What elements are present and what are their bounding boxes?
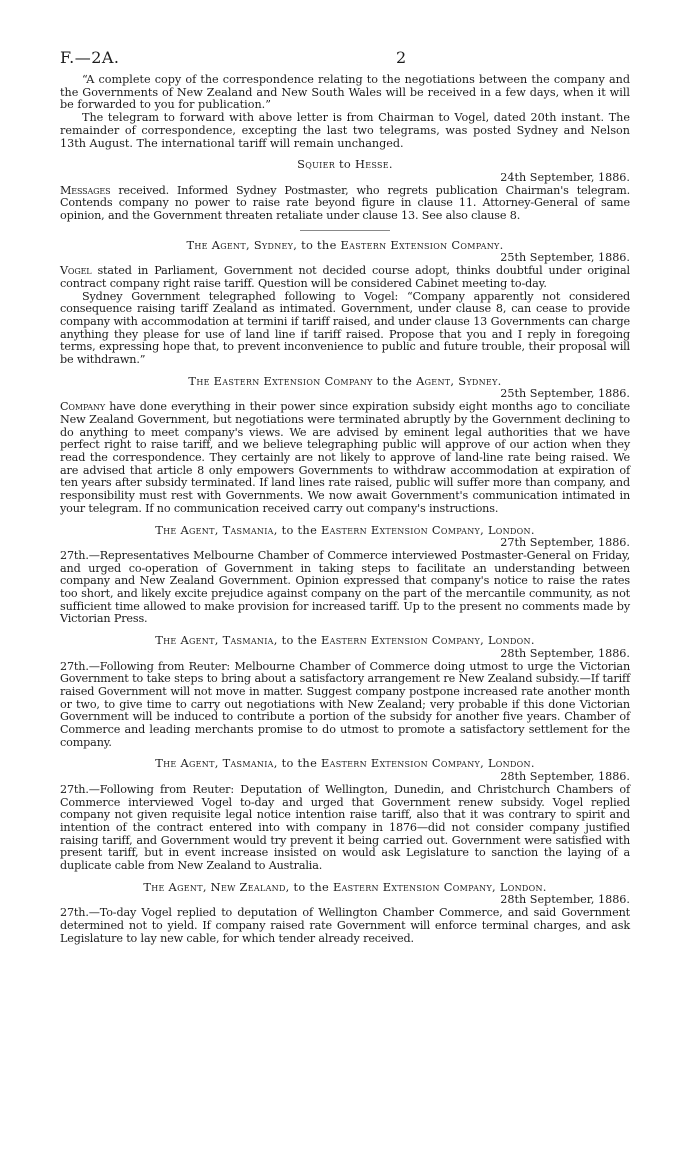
telegram-date: 28th September, 1886. bbox=[500, 646, 630, 660]
page-number: 2 bbox=[396, 48, 407, 67]
telegram-sender: Squier bbox=[297, 157, 336, 172]
telegram-recipient: Agent, Sydney. bbox=[416, 373, 502, 388]
intro-quote: “A complete copy of the correspondence relating to the negotiations between the company and the Governments of New Zealand and New South Wales will be received in a few days, when it will be forwarded to you for publication.” bbox=[60, 73, 630, 112]
telegram-sender: The Agent, Tasmania, bbox=[155, 633, 278, 648]
section-divider bbox=[300, 230, 390, 231]
telegram-heading bbox=[60, 757, 630, 770]
telegram-recipient: Eastern Extension Company, London. bbox=[321, 522, 535, 537]
document-body bbox=[60, 74, 630, 945]
telegram-recipient: Hesse. bbox=[354, 157, 393, 172]
telegram bbox=[60, 881, 630, 946]
telegram-recipient: Eastern Extension Company, London. bbox=[321, 756, 535, 771]
telegram-sender: The Agent, Tasmania, bbox=[155, 522, 278, 537]
telegram-paragraph bbox=[60, 265, 630, 290]
telegram-paragraph: 27th.—Representatives Melbourne Chamber of Commerce interviewed Postmaster-General on Friday, and urged co-operation of Government in taking steps to facilitate an understanding between company and New Zealand Government. Opinion expressed that company's notice to raise the rates too short, and likely excite prejudice against company on the part of the mercantile community, as not sufficient time allowed to make provision for increased tariff. Up to the present no comments made by Victorian Press. bbox=[60, 548, 630, 626]
telegram-heading bbox=[60, 239, 630, 252]
telegram-first-word: Vogel bbox=[60, 264, 92, 278]
telegram-date: 28th September, 1886. bbox=[500, 770, 630, 784]
telegram bbox=[60, 239, 630, 367]
intro-note: The telegram to forward with above letter is from Chairman to Vogel, dated 20th instant. The remainder of correspondence, excepting the last two telegrams, was posted Sydney and Nelson 13th August. The international tariff will remain unchanged. bbox=[60, 111, 630, 150]
telegram-recipient: Eastern Extension Company. bbox=[340, 237, 504, 252]
telegram-to-word: to the bbox=[376, 373, 413, 388]
document-reference: F.—2A. bbox=[60, 48, 120, 67]
telegram-date: 24th September, 1886. bbox=[500, 170, 630, 184]
telegram-paragraph: 27th.—Following from Reuter: Melbourne Chamber of Commerce doing utmost to urge the Victorian Government to take steps to bring about a satisfactory arrangement re New Zealand subsidy.—If tariff raised Government will not move in matter. Suggest company postpone increased rate another month or two, to give time to carry out negotiations with New Zealand; very probable if this done Victorian Government will be induced to contribute a portion of the subsidy for another five years. Chamber of Commerce and leading merchants promise to do utmost to promote a satisfactory settlement for the company. bbox=[60, 659, 630, 749]
telegram-paragraph: Sydney Government telegraphed following to Vogel: “Company apparently not considered consequence raising tariff Zealand as intimated. Government, under clause 8, can cease to provide company with accommodation at termini if tariff raised, and under clause 13 Governments can charge anything they please for use of land line if tariff raised. Propose that you and I reply in foregoing terms, expressing hope that, to prevent inconvenience to public and future trouble, their proposal will be withdrawn.” bbox=[60, 289, 630, 367]
telegram-heading bbox=[60, 375, 630, 388]
telegram-sender: The Agent, Sydney, bbox=[186, 237, 298, 252]
telegram-paragraph: 27th.—Following from Reuter: Deputation of Wellington, Dunedin, and Christchurch Chambers of Commerce interviewed Vogel to-day and urged that Government renew subsidy. Vogel replied company not given requisite legal notice intention raise tariff, also that it was contrary to spirit and intention of the contract entered into with company in 1876—did not consider company justified raising tariff, and Government would try prevent it being carried out. Government were satisfied with present tariff, but in event increase insisted on would ask Legislature to sanction the laying of a duplicate cable from New Zealand to Australia. bbox=[60, 782, 630, 873]
telegram-heading bbox=[60, 158, 630, 171]
telegram-date: 25th September, 1886. bbox=[500, 251, 630, 265]
telegram bbox=[60, 524, 630, 627]
telegram-first-word: Company bbox=[60, 400, 105, 414]
telegram-sender: The Agent, New Zealand, bbox=[143, 879, 290, 894]
telegram-paragraph bbox=[60, 185, 630, 223]
telegram-to-word: to the bbox=[281, 522, 318, 537]
telegram-paragraph-text: stated in Parliament, Government not decided course adopt, thinks doubtful under original contract company right raise tariff. Question will be considered Cabinet meeting to-day. bbox=[60, 264, 630, 290]
telegram-recipient: Eastern Extension Company, London. bbox=[332, 879, 547, 894]
telegram-to-word: to the bbox=[281, 633, 318, 648]
telegram-to-word: to bbox=[339, 157, 352, 172]
telegram-heading bbox=[60, 634, 630, 647]
telegram bbox=[60, 158, 630, 223]
telegram-paragraph-text: received. Informed Sydney Postmaster, who regrets publication Chairman's telegram. Contends company no power to raise rate beyond figure in clause 11. Attorney-General of same opinion, and the Government threaten retaliate under clause 13. See also clause 8. bbox=[60, 183, 630, 223]
telegram-first-word: Messages bbox=[60, 183, 111, 197]
telegram-date: 27th September, 1886. bbox=[500, 536, 630, 550]
telegram-paragraph-text: have done everything in their power since expiration subsidy eight months ago to conciliate New Zealand Government, but negotiations were terminated abruptly by the Government declining to do anything to meet company's views. We are advised by eminent legal authorities that we have perfect right to raise tariff, and we believe telegraphing public will approve of our action when they read the correspondence. They certainly are not likely to approve of land-line rate being raised. We are advised that article 8 only empowers Governments to withdraw accommodation at expiration of ten years after subsidy terminated. If land lines rate raised, public will suffer more than company, and responsibility must rest with Governments. We now await Government's communication intimated in your telegram. If no communication received carry out company's instructions. bbox=[60, 400, 630, 515]
telegram-date: 28th September, 1886. bbox=[500, 893, 630, 907]
page-header bbox=[60, 48, 640, 74]
telegram-to-word: to the bbox=[281, 756, 318, 771]
telegram bbox=[60, 757, 630, 872]
telegram-sender: The Agent, Tasmania, bbox=[155, 756, 278, 771]
telegram-to-word: to the bbox=[293, 879, 330, 894]
telegram bbox=[60, 375, 630, 516]
telegram-heading bbox=[60, 881, 630, 894]
telegram bbox=[60, 634, 630, 749]
telegram-heading bbox=[60, 524, 630, 537]
telegram-paragraph: 27th.—To-day Vogel replied to deputation of Wellington Chamber Commerce, and said Government determined not to yield. If company raised rate Government will enforce terminal charges, and ask Legislature to lay new cable, for which tender already received. bbox=[60, 906, 630, 945]
telegram-sender: The Eastern Extension Company bbox=[188, 373, 373, 388]
telegram-to-word: to the bbox=[301, 237, 337, 252]
telegram-date: 25th September, 1886. bbox=[500, 387, 630, 401]
telegram-paragraph bbox=[60, 401, 630, 515]
telegram-recipient: Eastern Extension Company, London. bbox=[321, 633, 535, 648]
